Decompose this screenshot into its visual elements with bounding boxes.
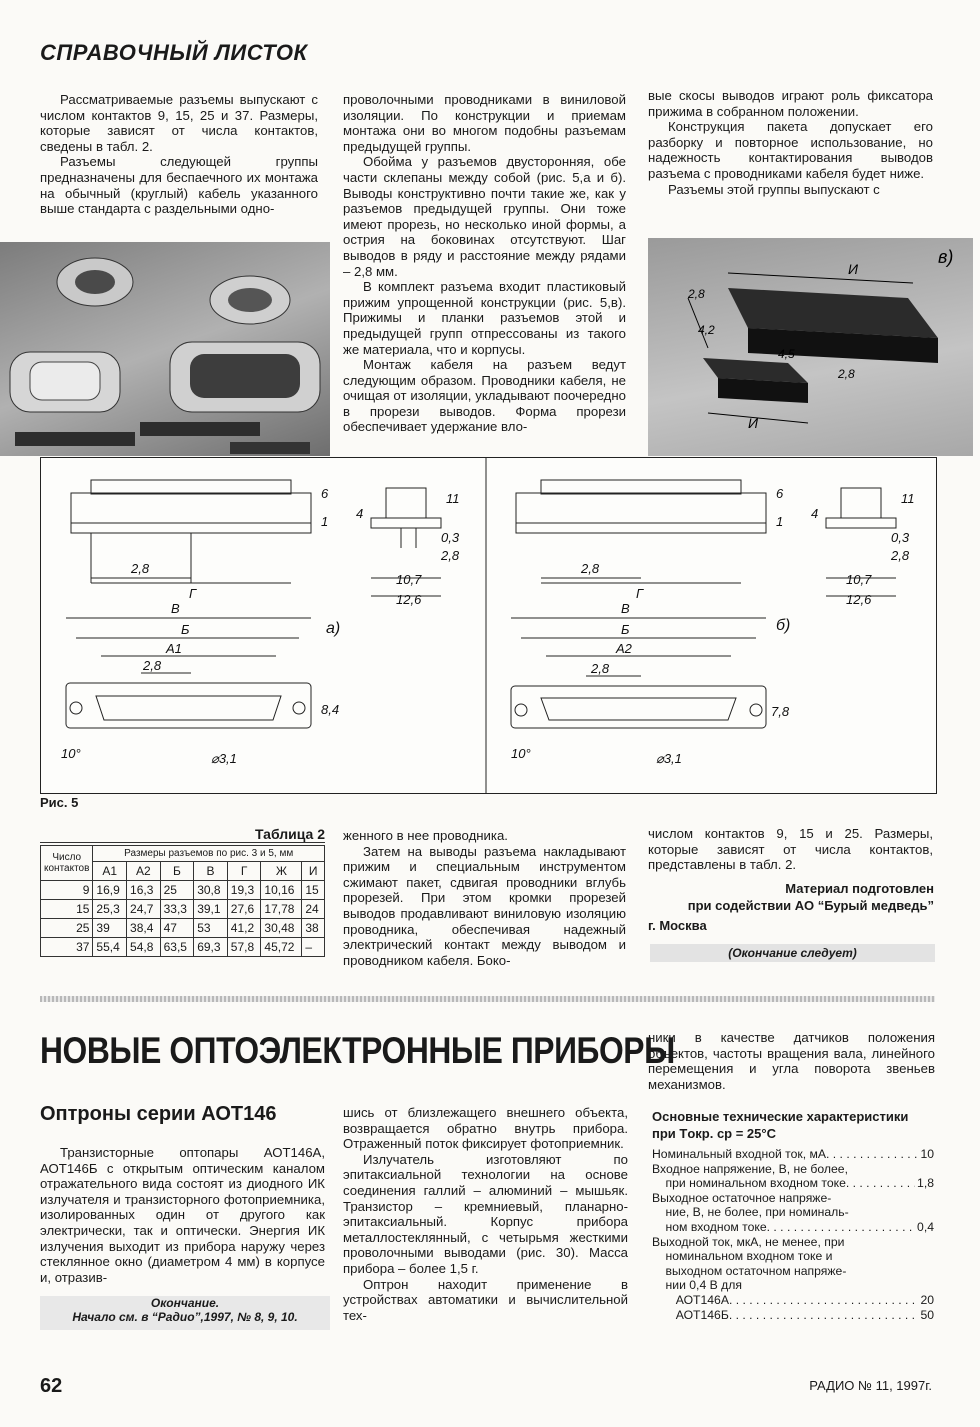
dim-12-6-b: 12,6 <box>846 592 872 607</box>
table-cell: 41,2 <box>227 919 261 938</box>
paragraph: женного в нее проводника. <box>343 828 508 843</box>
table-column-header: Г <box>227 862 261 881</box>
page-number: 62 <box>40 1375 63 1397</box>
top-column-3 <box>648 88 933 197</box>
paragraph: числом контактов 9, 15 и 25. Размеры, которые зависят от числа контактов, представлены в табл. 2. <box>648 826 933 873</box>
drawing-svg <box>41 458 936 793</box>
spec-row <box>652 1235 934 1250</box>
dim-10-7-b: 10,7 <box>846 572 872 587</box>
table-cell: 15 <box>302 881 325 900</box>
spec-row <box>652 1162 934 1177</box>
spec-label: Выходное остаточное напряже- <box>652 1190 832 1205</box>
dim-2-8-front-a: 2,8 <box>143 658 162 673</box>
dim-6-b: 6 <box>776 486 784 501</box>
dim-2-8-front-b: 2,8 <box>591 661 610 676</box>
paragraph: Разъемы следующей группы предназначены для беспаечного их монтажа на обычный (круглый) кабель указанного выше стандарта с раздельными одно- <box>40 154 318 217</box>
table-cell: 27,6 <box>227 900 261 919</box>
dim-8-4: 8,4 <box>321 702 340 717</box>
dim-i: И <box>848 261 859 277</box>
credit-line: при содействии АО “Бурый медведь” <box>687 898 934 913</box>
spec-row <box>652 1249 934 1264</box>
table-cell: 53 <box>194 919 228 938</box>
table-cell: 47 <box>160 919 194 938</box>
spec-label: выходном остаточном напряже- <box>652 1263 847 1278</box>
table-cell: 24 <box>302 900 325 919</box>
table-row <box>41 900 325 919</box>
dim-10-7-a: 10,7 <box>396 572 422 587</box>
dim-v-a: В <box>171 601 180 616</box>
spec-title-line: при Tокр. ср = 25°С <box>652 1126 776 1141</box>
table-cell: 19,3 <box>227 881 261 900</box>
spec-title-line: Основные технические характеристики <box>652 1109 909 1124</box>
dim-angle-b: 10° <box>511 746 531 761</box>
dim-11-a: 11 <box>446 491 460 506</box>
top-column-2 <box>343 92 626 435</box>
table-cell: 69,3 <box>194 938 228 957</box>
note-line: Начало см. в “Радио”,1997, № 8, 9, 10. <box>72 1310 298 1324</box>
paragraph: Излучатель изготовляют по эпитаксиальной технологии на основе соединения галлий – алюминий – мышьяк. Транзистор – кремниевый, планарно-эпитаксиальный. Корпус прибора металлостеклянный, с четырьмя жесткими проволочными выводами (рис. 30). Масса прибора – более 1,5 г. <box>343 1151 628 1276</box>
spec-leader <box>846 1176 915 1191</box>
article-subtitle: Оптроны серии АОТ146 <box>40 1103 277 1125</box>
dim-2-8-side-a: 2,8 <box>441 548 460 563</box>
spec-row <box>652 1176 934 1191</box>
dim-hole-a: ⌀3,1 <box>211 751 237 766</box>
fig-a-label: а) <box>326 620 341 637</box>
table-cell: 24,7 <box>127 900 161 919</box>
spec-row <box>652 1308 934 1323</box>
paragraph: ники в качестве датчиков положения объектов, частоты вращения вала, линейного перемещения и угла поворота звеньев механизмов. <box>648 1030 935 1092</box>
dim-0-3-a: 0,3 <box>441 530 460 545</box>
table-column-header: Ж <box>261 862 302 881</box>
dim-12-6-a: 12,6 <box>396 592 422 607</box>
table-cell: 9 <box>41 881 93 900</box>
table-column-header: А2 <box>127 862 161 881</box>
spec-leader <box>826 1147 918 1162</box>
credit-line: Материал подготовлен <box>785 881 934 896</box>
city: г. Москва <box>648 918 707 933</box>
dim-pitch-b: 2,8 <box>581 561 600 576</box>
connector-photo <box>0 242 330 456</box>
spec-row <box>652 1278 934 1293</box>
table-cell: 45,72 <box>261 938 302 957</box>
spec-value: 50 <box>920 1307 934 1322</box>
paragraph: В комплект разъема входит пластиковый прижим упрощенной конструкции (рис. 5,в). Прижимы и планки разъемов этой и предыдущей групп отпрессованы из такого же материала, что и корпусы. <box>343 279 626 357</box>
spec-leader <box>729 1293 918 1308</box>
table-cell: 30,8 <box>194 881 228 900</box>
article-column-2 <box>343 1105 628 1323</box>
paragraph: Затем на выводы разъема накладывают прижим и специальным инструментом сжимают пакет, сдвигая проводники вглубь прорезей. При этом кромки прорезей выводов продавливают виниловую изоляцию проводника, обеспечивая надежный электрический контакт между выводом и проводником кабеля. Боко- <box>343 843 626 968</box>
dim-7-8: 7,8 <box>771 704 790 719</box>
dim-4-5: 4,5 <box>778 347 795 361</box>
dim-hole-b: ⌀3,1 <box>656 751 682 766</box>
dim-4-b: 4 <box>811 506 819 521</box>
section-header: СПРАВОЧНЫЙ ЛИСТОК <box>40 40 308 65</box>
table-column-header: А1 <box>93 862 127 881</box>
table-row <box>41 919 325 938</box>
table-cell: 39,1 <box>194 900 228 919</box>
dim-angle-a: 10° <box>61 746 81 761</box>
table-cell: 16,3 <box>127 881 161 900</box>
article-title: НОВЫЕ ОПТОЭЛЕКТРОННЫЕ ПРИБОРЫ <box>40 1030 675 1071</box>
table-cell: 57,8 <box>227 938 261 957</box>
spec-row <box>652 1220 934 1235</box>
dim-a2: А2 <box>616 641 632 656</box>
table-cell: 16,9 <box>93 881 127 900</box>
paragraph: Обойма у разъемов двусторонняя, обе части склепаны между собой (рис. 5,а и б). Выводы конструктивно почти такие же, как у разъемов предыдущей группы. Они тоже имеют прорезь, но несколько иной формы, а острия на боковинах отсутствуют. Шаг выводов в ряду и расстояние между рядами – 2,8 мм. <box>343 154 626 279</box>
dim-g-b: Г <box>636 586 644 601</box>
dim-b-a: Б <box>181 622 190 637</box>
spec-row <box>652 1205 934 1220</box>
paragraph: Оптрон находит применение в устройствах автоматики и вычислительной тех- <box>343 1276 628 1323</box>
dim-2-8-side-b: 2,8 <box>891 548 910 563</box>
spec-label: АОТ146Б <box>652 1307 729 1322</box>
table-cell: 30,48 <box>261 919 302 938</box>
table-row <box>41 938 325 957</box>
article-column-1 <box>40 1145 325 1285</box>
table-cell: 15 <box>41 900 93 919</box>
table-cell: – <box>302 938 325 957</box>
table-header-contacts: Число контактов <box>41 846 93 881</box>
fig-v-label: в) <box>938 247 954 267</box>
table-2 <box>40 826 325 957</box>
paragraph: шись от близлежащего внешнего объекта, возвращается обратно внутрь прибора. Отраженный поток фиксирует фотоприемник. <box>343 1105 628 1152</box>
dim-v-b: В <box>621 601 630 616</box>
spec-label: ном входном токе <box>652 1219 767 1234</box>
spec-list <box>652 1147 934 1322</box>
table-cell: 25 <box>160 881 194 900</box>
continued-note: (Окончание следует) <box>650 944 935 962</box>
table-column-header: И <box>302 862 325 881</box>
dim-4-a: 4 <box>356 506 364 521</box>
clamp-drawing <box>648 238 973 456</box>
table-cell: 39 <box>93 919 127 938</box>
dim-2-8: 2,8 <box>688 287 705 301</box>
article-column-3 <box>648 1030 935 1092</box>
dimensions-table <box>40 845 325 957</box>
spec-title <box>652 1108 908 1142</box>
dim-a1: А1 <box>166 641 182 656</box>
dim-g-a: Г <box>189 586 197 601</box>
dim-0-3-b: 0,3 <box>891 530 910 545</box>
dim-2-8b: 2,8 <box>838 367 855 381</box>
dim-6-a: 6 <box>321 486 329 501</box>
note-line: Окончание. <box>150 1296 220 1310</box>
spec-value: 1,8 <box>917 1176 934 1191</box>
table-header-group: Размеры разъемов по рис. 3 и 5, мм <box>93 846 325 862</box>
fig-b-label: б) <box>776 617 791 634</box>
paragraph: проволочными проводниками в виниловой изоляции. По конструкции и приемам монтажа они во многом подобны разъемам предыдущей группы. <box>343 92 626 154</box>
table-column-header: В <box>194 862 228 881</box>
table-row <box>41 881 325 900</box>
paragraph: Монтаж кабеля на разъем ведут следующим образом. Проводники кабеля, не очищая от изоляции, укладывают поочередно в прорези выводов. Форма прорези обеспечивает удержание вло- <box>343 357 626 435</box>
spec-label: нии 0,4 В для <box>652 1278 742 1293</box>
spec-row <box>652 1264 934 1279</box>
table-cell: 33,3 <box>160 900 194 919</box>
continuation-note <box>40 1296 330 1330</box>
spec-label: Выходной ток, мкА, не менее, при <box>652 1234 845 1249</box>
spec-row <box>652 1293 934 1308</box>
spec-row <box>652 1147 934 1162</box>
spec-leader <box>729 1308 919 1323</box>
table-cell: 17,78 <box>261 900 302 919</box>
dim-i-small: И <box>748 415 759 431</box>
spec-row <box>652 1191 934 1206</box>
issue-info: РАДИО № 11, 1997г. <box>809 1378 932 1393</box>
spec-value: 10 <box>920 1147 934 1161</box>
spec-label: номинальном входном токе и <box>652 1249 833 1264</box>
mid-column-2 <box>343 828 626 968</box>
paragraph: Конструкция пакета допускает его разборку и повторное использование, но надежность контактирования выводов разъема с проводниками кабеля будет ниже. <box>648 119 933 181</box>
mid-column-3 <box>648 826 933 873</box>
table-cell: 25 <box>41 919 93 938</box>
clamp-photo <box>648 238 973 456</box>
table-cell: 25,3 <box>93 900 127 919</box>
technical-drawing <box>40 457 937 794</box>
table-cell: 10,16 <box>261 881 302 900</box>
table-cell: 54,8 <box>127 938 161 957</box>
connector-photo-drawing <box>0 242 330 456</box>
dim-pitch-a: 2,8 <box>131 561 150 576</box>
table-cell: 37 <box>41 938 93 957</box>
table-column-header: Б <box>160 862 194 881</box>
spec-leader <box>767 1220 915 1235</box>
table-title: Таблица 2 <box>40 826 325 843</box>
spec-label: АОТ146А <box>652 1292 729 1307</box>
paragraph: Разъемы этой группы выпускают с <box>668 181 880 197</box>
table-cell: 55,4 <box>93 938 127 957</box>
spec-value: 20 <box>920 1292 934 1307</box>
spec-value: 0,4 <box>917 1219 934 1234</box>
table-cell: 38,4 <box>127 919 161 938</box>
credits <box>648 880 934 914</box>
dim-11-b: 11 <box>901 491 915 506</box>
spec-label: Входное напряжение, В, не более, <box>652 1161 848 1176</box>
spec-label: ние, В, не более, при номиналь- <box>652 1205 849 1220</box>
dim-1-a: 1 <box>321 514 329 529</box>
paragraph: Транзисторные оптопары АОТ146А, АОТ146Б с открытым оптическим каналом отражательного вида состоят из диодного ИК излучателя и транзисторного фотоприемника, изолированных один от другого как электрически, так и оптически. Энергия ИК излучения выходит из прибора наружу через стеклянное окно (диаметром 4 мм) в корпусе и, отразив- <box>40 1145 325 1285</box>
table-cell: 38 <box>302 919 325 938</box>
spec-label: при номинальном входном токе <box>652 1176 846 1191</box>
paragraph: вые скосы выводов играют роль фиксатора прижима в собранном положении. <box>648 88 933 119</box>
spec-label: Номинальный входной ток, мА <box>652 1147 827 1161</box>
paragraph: Рассматриваемые разъемы выпускают с числом контактов 9, 15, 25 и 37. Размеры, которые зависят от числа контактов, сведены в табл. 2. <box>40 92 318 154</box>
dim-1-b: 1 <box>776 514 784 529</box>
top-column-1 <box>40 92 318 217</box>
dim-b-b: Б <box>621 622 630 637</box>
dim-4-2: 4,2 <box>698 323 715 337</box>
figure-caption: Рис. 5 <box>40 795 79 810</box>
table-cell: 63,5 <box>160 938 194 957</box>
section-separator <box>40 996 935 1002</box>
